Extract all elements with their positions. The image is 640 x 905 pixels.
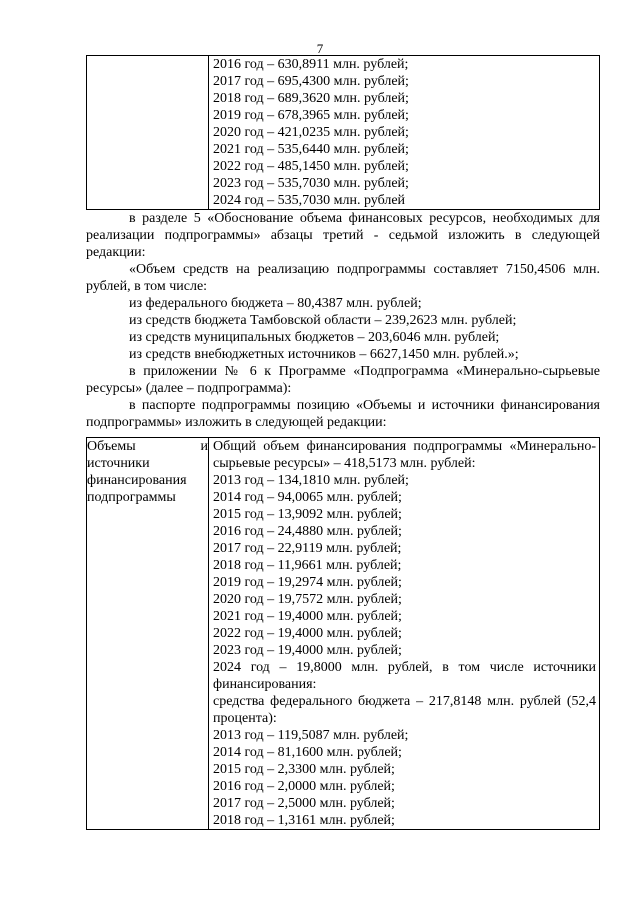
paragraph-section5: в разделе 5 «Обоснование объема финансовых ресурсов, необходимых для реализации подпрограммы» абзацы третий - седьмой изложить в следующей редакции: — [86, 211, 600, 260]
passport-values-cell — [209, 438, 600, 830]
table-continued — [86, 55, 600, 210]
paragraph-extrabudgetary: из средств внебюджетных источников – 6627,1450 млн. рублей.»; — [129, 347, 519, 362]
paragraph-passport: в паспорте подпрограммы позицию «Объемы и источники финансирования подпрограммы» изложить в следующей редакции: — [86, 398, 600, 430]
passport-total: Общий объем финансирования подпрограммы «Минерально-сырьевые ресурсы» – 418,5173 млн. рублей: — [213, 439, 596, 471]
table1-line: 2024 год – 535,7030 млн. рублей — [213, 193, 406, 208]
year-2024-line: 2024 год – 19,8000 млн. рублей, в том числе источники финансирования: — [213, 660, 596, 692]
page-number: 7 — [316, 41, 324, 56]
year-line: 2019 год – 19,2974 млн. рублей; — [213, 575, 402, 590]
passport-table — [86, 437, 600, 830]
table1-line: 2017 год – 695,4300 млн. рублей; — [213, 74, 409, 89]
year-line: 2016 год – 24,4880 млн. рублей; — [213, 524, 402, 539]
year-line: 2018 год – 11,9661 млн. рублей; — [213, 558, 402, 573]
passport-label-line: Объемы и — [87, 439, 208, 454]
paragraph-appendix6: в приложении № 6 к Программе «Подпрограмма «Минерально-сырьевые ресурсы» (далее – подпрограмма): — [86, 364, 600, 396]
passport-label-line: финансирования — [87, 473, 187, 488]
year-line: 2013 год – 134,1810 млн. рублей; — [213, 473, 409, 488]
federal-year-line: 2016 год – 2,0000 млн. рублей; — [213, 779, 395, 794]
table1-line: 2022 год – 485,1450 млн. рублей; — [213, 159, 409, 174]
federal-year-line: 2017 год – 2,5000 млн. рублей; — [213, 796, 395, 811]
passport-label-cell — [87, 438, 209, 830]
federal-year-line: 2014 год – 81,1600 млн. рублей; — [213, 745, 402, 760]
table1-line: 2020 год – 421,0235 млн. рублей; — [213, 125, 409, 140]
year-line: 2015 год – 13,9092 млн. рублей; — [213, 507, 402, 522]
table1-line: 2021 год – 535,6440 млн. рублей; — [213, 142, 409, 157]
table1-values-cell — [209, 56, 600, 210]
paragraph-municipal: из средств муниципальных бюджетов – 203,6046 млн. рублей; — [129, 330, 500, 345]
paragraph-regional: из средств бюджета Тамбовской области – 239,2623 млн. рублей; — [129, 313, 517, 328]
table1-line: 2019 год – 678,3965 млн. рублей; — [213, 108, 409, 123]
federal-year-line: 2015 год – 2,3300 млн. рублей; — [213, 762, 395, 777]
body-text — [86, 210, 600, 431]
paragraph-total-funds: «Объем средств на реализацию подпрограммы составляет 7150,4506 млн. рублей, в том числе: — [86, 262, 600, 294]
year-line: 2020 год – 19,7572 млн. рублей; — [213, 592, 402, 607]
paragraph-federal: из федерального бюджета – 80,4387 млн. рублей; — [129, 296, 422, 311]
table1-empty-cell — [87, 56, 209, 210]
year-line: 2022 год – 19,4000 млн. рублей; — [213, 626, 402, 641]
year-line: 2023 год – 19,4000 млн. рублей; — [213, 643, 402, 658]
passport-label-line: источники — [87, 456, 150, 471]
federal-year-line: 2013 год – 119,5087 млн. рублей; — [213, 728, 409, 743]
table1-line: 2016 год – 630,8911 млн. рублей; — [213, 57, 409, 72]
year-line: 2021 год – 19,4000 млн. рублей; — [213, 609, 402, 624]
passport-label-line: подпрограммы — [87, 490, 176, 505]
year-line: 2017 год – 22,9119 млн. рублей; — [213, 541, 402, 556]
table1-line: 2023 год – 535,7030 млн. рублей; — [213, 176, 409, 191]
year-line: 2014 год – 94,0065 млн. рублей; — [213, 490, 402, 505]
federal-budget-line: средства федерального бюджета – 217,8148 млн. рублей (52,4 процента): — [213, 694, 596, 726]
federal-year-line: 2018 год – 1,3161 млн. рублей; — [213, 813, 395, 828]
table1-line: 2018 год – 689,3620 млн. рублей; — [213, 91, 409, 106]
